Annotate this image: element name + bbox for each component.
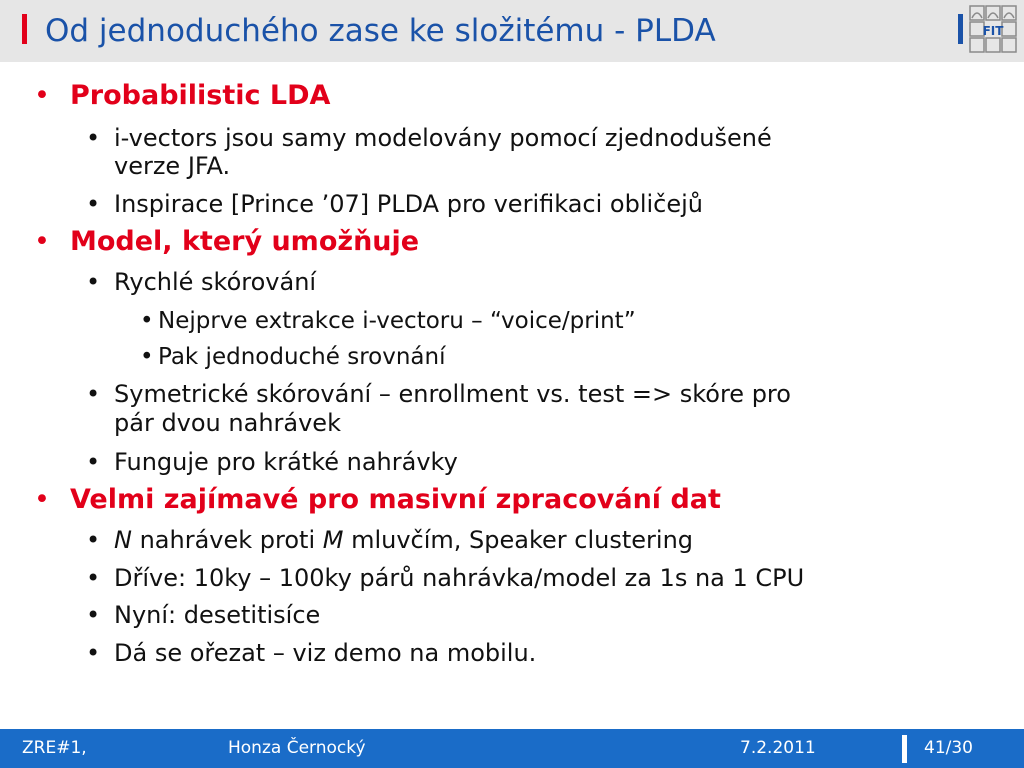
bullet-text: Pak jednoduché srovnání [158, 344, 446, 370]
footer-course: ZRE#1, [22, 738, 87, 758]
bullet-text: Model, který umožňuje [70, 226, 420, 257]
bullet-continuation [114, 150, 230, 182]
bullet-text-italic-m: M [322, 526, 344, 554]
logo-text: FIT [982, 24, 1004, 38]
bullet-level2 [86, 562, 805, 594]
bullet-continuation [114, 407, 341, 439]
bullet-dot-icon: • [86, 380, 101, 408]
bullet-text: verze JFA. [114, 152, 231, 180]
title-accent-bar [22, 14, 27, 44]
bullet-dot-icon: • [140, 308, 154, 334]
bullet-text: Dříve: 10ky – 100ky párů nahrávka/model za 1s na 1 CPU [114, 564, 805, 592]
bullet-level2 [86, 599, 321, 631]
footer-page-number: 41/30 [924, 738, 973, 758]
bullet-level2 [86, 446, 458, 478]
slide-content [0, 62, 1024, 722]
bullet-dot-icon: • [86, 124, 101, 152]
bullet-text-italic-n: N [114, 526, 132, 554]
bullet-dot-icon: • [86, 526, 101, 554]
bullet-level1 [34, 80, 331, 112]
bullet-dot-icon: • [86, 639, 101, 667]
bullet-level3 [140, 341, 446, 373]
bullet-dot-icon: • [86, 601, 101, 629]
bullet-text: Probabilistic LDA [70, 80, 331, 111]
bullet-level1 [34, 484, 721, 516]
bullet-level1 [34, 226, 420, 258]
bullet-dot-icon: • [86, 564, 101, 592]
footer-date: 7.2.2011 [740, 738, 816, 758]
slide-header [0, 0, 1024, 62]
bullet-level2 [86, 266, 317, 298]
bullet-text: mluvčím, Speaker clustering [343, 526, 694, 554]
bullet-text: Dá se ořezat – viz demo na mobilu. [114, 639, 537, 667]
bullet-level2 [86, 188, 703, 220]
bullet-dot-icon: • [34, 226, 50, 257]
bullet-text: nahrávek proti [131, 526, 323, 554]
logo-accent-bar [958, 14, 963, 44]
slide-title: Od jednoduchého zase ke složitému - PLDA [45, 13, 716, 49]
bullet-dot-icon: • [34, 484, 50, 515]
bullet-level2 [86, 524, 694, 556]
slide-footer [0, 729, 1024, 768]
bullet-dot-icon: • [86, 268, 101, 296]
bullet-level3 [140, 305, 636, 337]
bullet-dot-icon: • [86, 448, 101, 476]
fit-logo-icon [968, 4, 1018, 58]
bullet-text: Nyní: desetitisíce [114, 601, 321, 629]
bullet-text: Rychlé skórování [114, 268, 317, 296]
bullet-text: Symetrické skórování – enrollment vs. test => skóre pro [114, 380, 791, 408]
bullet-dot-icon: • [86, 190, 101, 218]
footer-divider [902, 735, 907, 763]
bullet-text: Inspirace [Prince ’07] PLDA pro verifikaci obličejů [114, 190, 703, 218]
bullet-text: Nejprve extrakce i-vectoru – “voice/print” [158, 308, 636, 334]
bullet-text: i-vectors jsou samy modelovány pomocí zjednodušené [114, 124, 772, 152]
footer-author: Honza Černocký [228, 738, 366, 758]
bullet-level2 [86, 378, 791, 410]
bullet-text: Funguje pro krátké nahrávky [114, 448, 458, 476]
bullet-dot-icon: • [140, 344, 154, 370]
bullet-text: pár dvou nahrávek [114, 409, 341, 437]
bullet-level2 [86, 637, 537, 669]
bullet-dot-icon: • [34, 80, 50, 111]
bullet-text: Velmi zajímavé pro masivní zpracování dat [70, 484, 721, 515]
